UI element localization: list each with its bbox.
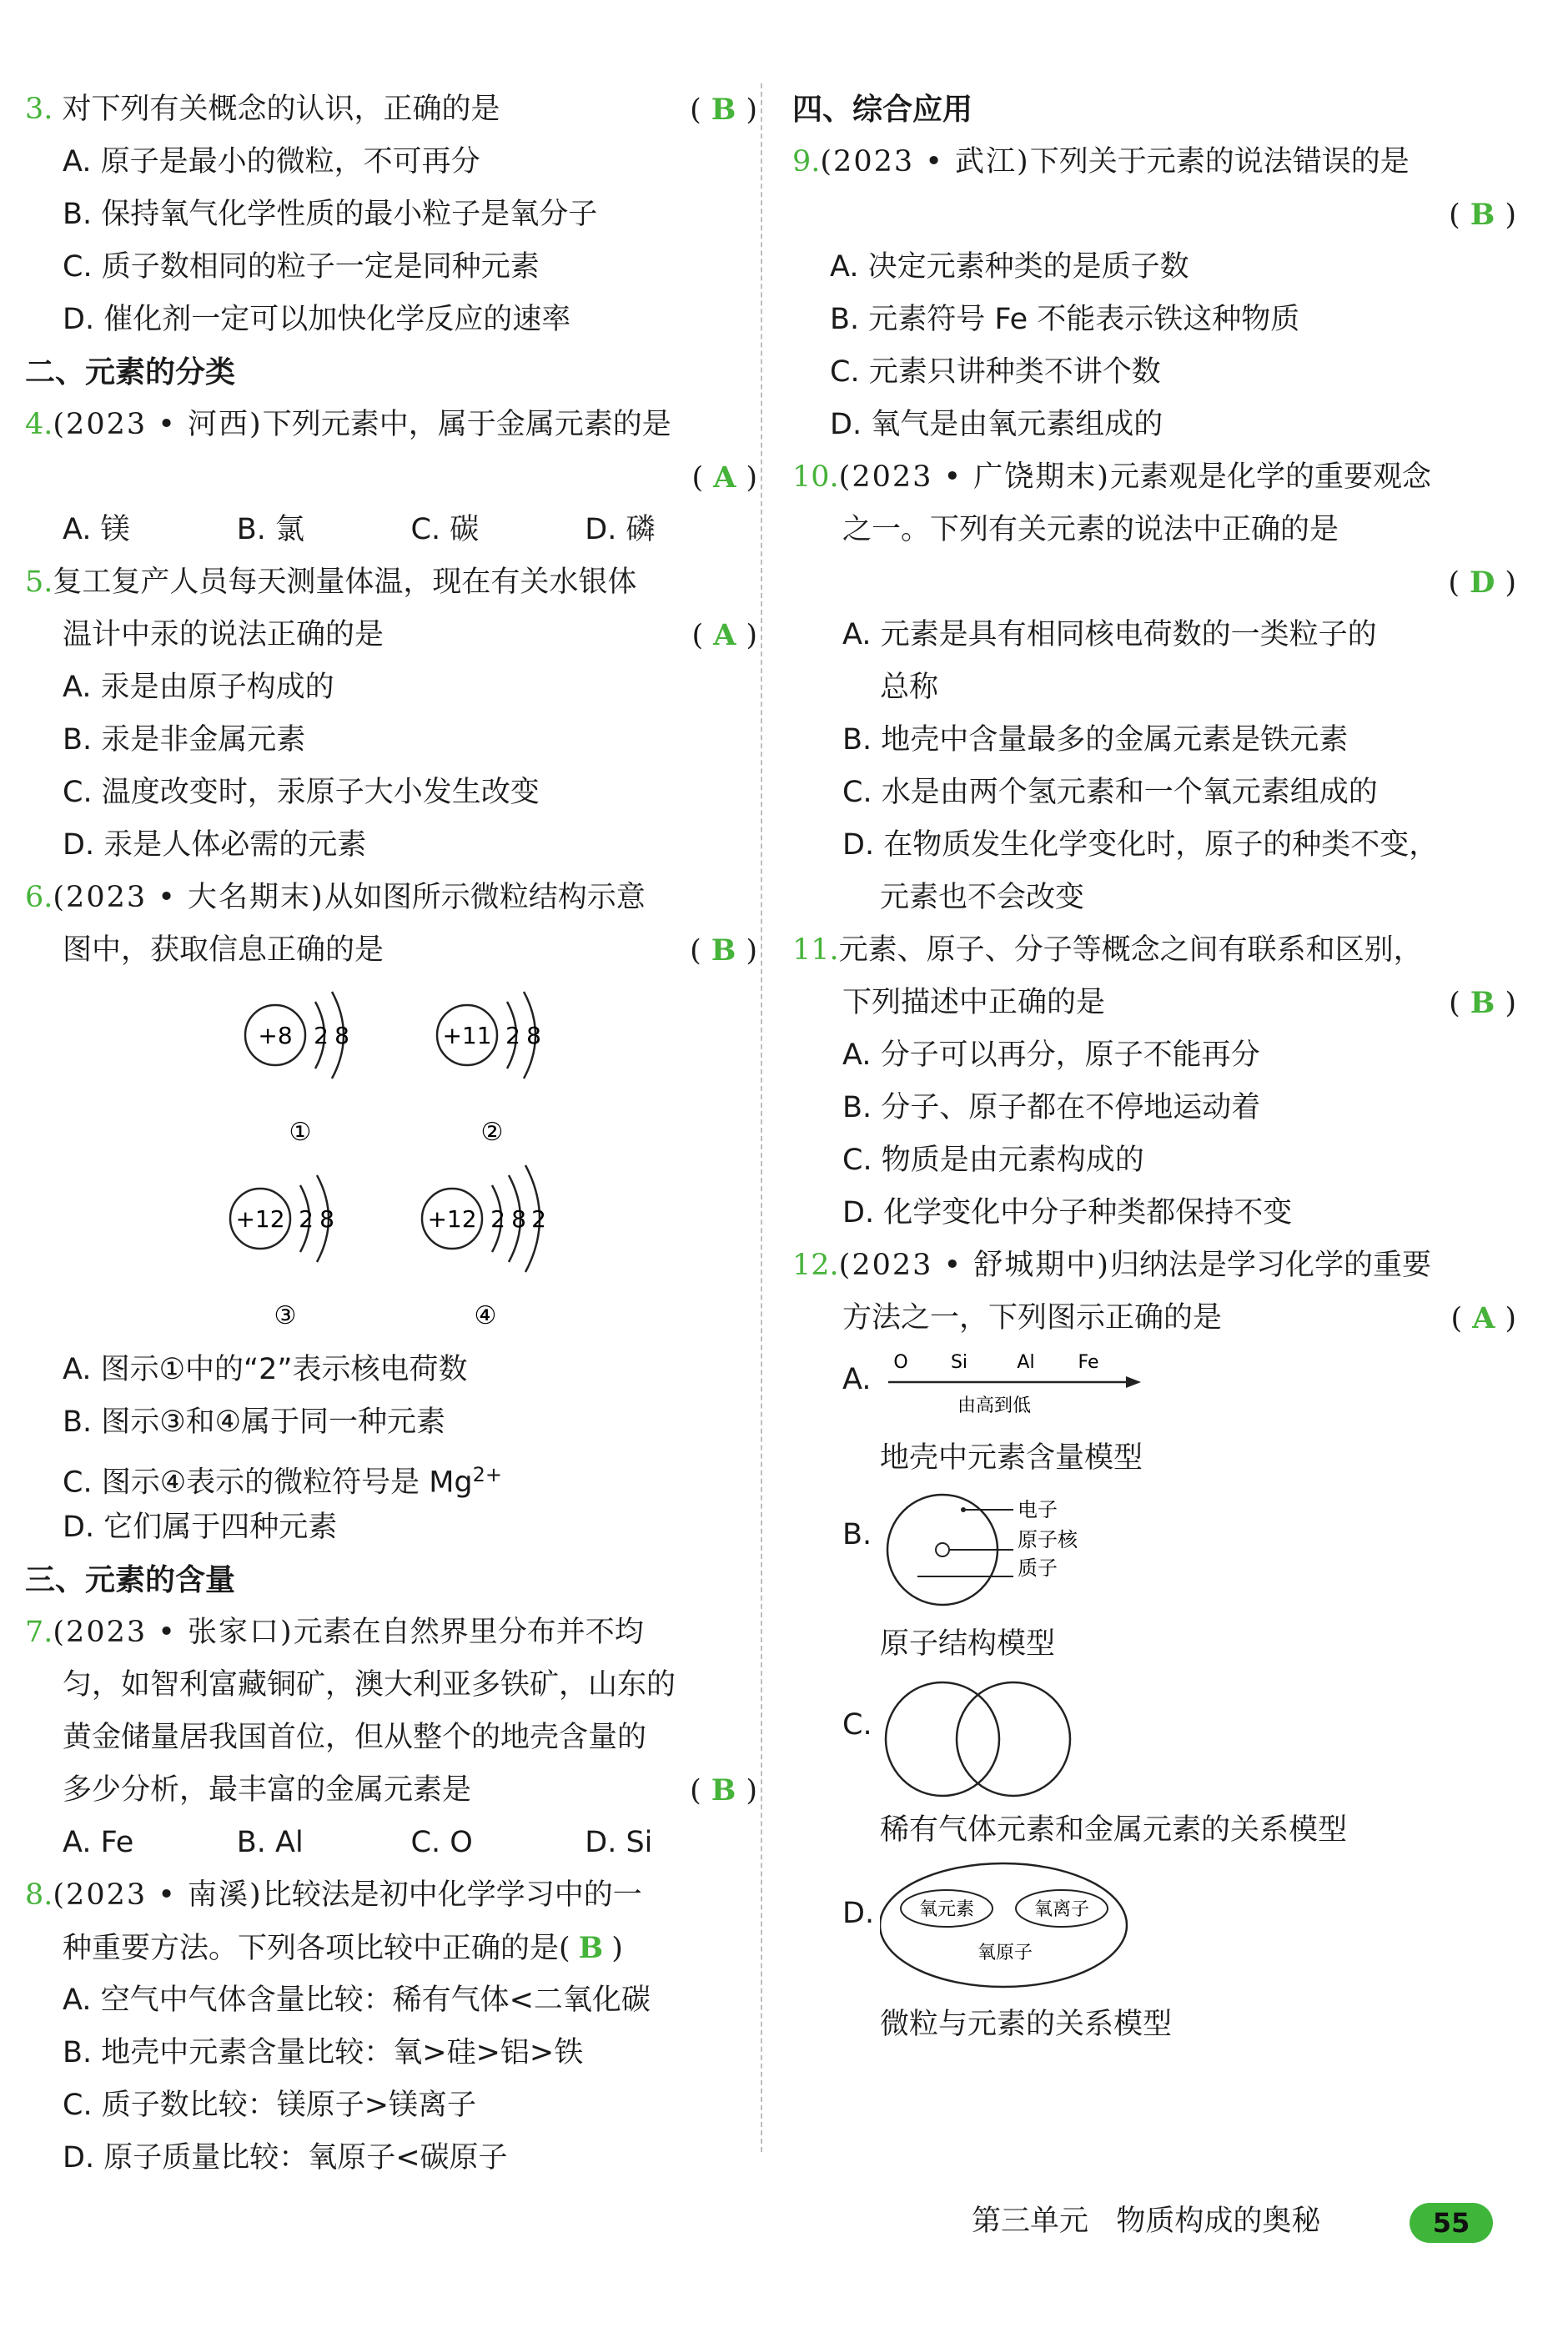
- answer-bracket: ( B ): [1449, 198, 1518, 232]
- option-b: B. 汞是非金属元素: [63, 723, 306, 757]
- answer-line: [792, 556, 1518, 609]
- option-d-cont: 元素也不会改变: [880, 881, 1085, 914]
- question-text: 下列关于元素的说法错误的是: [1029, 145, 1410, 178]
- label-oxygen-element: 氧元素: [918, 1899, 975, 1920]
- question-12-stem: [792, 1239, 1518, 1292]
- option-d: D. Si: [585, 1826, 653, 1859]
- label-nucleus: 原子核: [1018, 1528, 1078, 1551]
- option-c: C. 碳: [410, 513, 480, 546]
- page-footer: [972, 2196, 1505, 2246]
- arrow-head: [1126, 1376, 1141, 1388]
- venn-circle-left: [886, 1682, 999, 1796]
- label-electron: 电子: [1018, 1498, 1058, 1521]
- option-a: A. 空气中气体含量比较：稀有气体<二氧化碳: [63, 1984, 651, 2017]
- right-column: [792, 83, 1518, 2051]
- option-letter: A.: [842, 1363, 872, 1396]
- outer-ellipse: [880, 1863, 1127, 1987]
- option-c: C. 质子数相同的粒子一定是同种元素: [63, 250, 540, 284]
- nucleus-charge: +11: [442, 1022, 492, 1049]
- section-heading-3: 三、元素的含量: [25, 1563, 236, 1597]
- nucleus-charge: +12: [235, 1205, 285, 1233]
- question-11-stem-cont: [792, 977, 1518, 1029]
- left-column: [25, 83, 759, 2185]
- question-source: (2023 • 河西): [53, 408, 263, 441]
- q12-option-d-diagram: [792, 1857, 1518, 1999]
- option-letter: D.: [842, 1897, 875, 1930]
- figure-label: ①: [289, 1118, 312, 1147]
- question-text: 多少分析，最丰富的金属元素是: [63, 1773, 472, 1807]
- option-d: D. 汞是人体必需的元素: [63, 828, 367, 862]
- figure-label: ④: [474, 1301, 497, 1330]
- nucleus-charge: +12: [427, 1205, 477, 1233]
- question-number: 10.: [792, 460, 839, 494]
- nucleus-charge: +8: [258, 1022, 293, 1049]
- question-5-stem: [25, 556, 759, 609]
- element-abundance-arrow-svg: [884, 1345, 1234, 1428]
- answer-bracket: ( D ): [1448, 566, 1518, 600]
- question-8-stem: [25, 1869, 759, 1922]
- option-a: A. 决定元素种类的是质子数: [830, 250, 1189, 284]
- option-b-caption: 原子结构模型: [880, 1627, 1056, 1661]
- atom-model-svg: [880, 1485, 1147, 1618]
- question-text: 元素观是化学的重要观念: [1109, 460, 1431, 494]
- option-d: D. 磷: [585, 513, 656, 546]
- answer-bracket: ( B ): [690, 1773, 759, 1808]
- option-b: B. 氯: [236, 513, 305, 546]
- option-d: D. 在物质发生化学变化时，原子的种类不变，: [842, 828, 1439, 862]
- question-number: 3.: [25, 93, 53, 126]
- particle-element-svg: [880, 1857, 1147, 1999]
- arrow-label: 由高到低: [957, 1395, 1032, 1416]
- option-c-caption: 稀有气体元素和金属元素的关系模型: [880, 1813, 1348, 1847]
- answer-bracket: ( A ): [691, 460, 759, 495]
- option-c: C. 水是由两个氢元素和一个氧元素组成的: [842, 776, 1378, 809]
- atom-structure-svg: [25, 977, 759, 1344]
- question-11-stem: [792, 924, 1518, 977]
- option-a-caption: 地壳中元素含量模型: [880, 1441, 1143, 1475]
- option-c: C. 元素只讲种类不讲个数: [830, 355, 1161, 389]
- question-text: 图中，获取信息正确的是: [63, 933, 384, 967]
- element-label: Si: [950, 1352, 968, 1373]
- answer-letter: A: [713, 460, 738, 495]
- ion-charge: 2+: [472, 1463, 502, 1486]
- option-b: B. 元素符号 Fe 不能表示铁这种物质: [830, 303, 1300, 336]
- question-7-stem-cont: [25, 1764, 759, 1817]
- q12-option-a-diagram: [792, 1345, 1518, 1432]
- answer-bracket: ( B ): [690, 93, 759, 127]
- shell-electrons: 2: [531, 1205, 546, 1233]
- question-number: 6.: [25, 881, 53, 914]
- answer-line: [792, 189, 1518, 241]
- atom-figure-2: [437, 992, 541, 1147]
- answer-bracket: ( B ): [690, 933, 759, 968]
- element-label: Fe: [1078, 1352, 1099, 1373]
- shell-electrons: 2: [505, 1022, 520, 1049]
- question-text: 元素在自然界里分布并不均: [293, 1616, 644, 1649]
- question-9-stem: [792, 136, 1518, 189]
- options-row: [25, 1817, 759, 1869]
- question-number: 7.: [25, 1616, 53, 1649]
- answer-letter: B: [711, 1773, 738, 1808]
- option-d: D. 它们属于四种元素: [63, 1511, 338, 1544]
- element-label: Al: [1017, 1352, 1035, 1373]
- question-text: 下列元素中，属于金属元素的是: [262, 408, 671, 441]
- option-a: A. 原子是最小的微粒，不可再分: [63, 145, 480, 178]
- option-d: D. 原子质量比较：氧原子<碳原子: [63, 2141, 508, 2175]
- question-text: 方法之一，下列图示正确的是: [842, 1301, 1223, 1335]
- shell-electrons: 8: [511, 1205, 526, 1233]
- shell-electrons: 8: [319, 1205, 334, 1233]
- option-d-caption: 微粒与元素的关系模型: [880, 2008, 1173, 2041]
- option-letter: B.: [842, 1518, 872, 1551]
- answer-letter: B: [1470, 986, 1497, 1020]
- atom-figure-3: [230, 1175, 334, 1330]
- footer-text: [972, 2196, 1320, 2246]
- question-8-stem-cont: [25, 1922, 759, 1974]
- question-number: 8.: [25, 1878, 53, 1912]
- shell-electrons: 2: [299, 1205, 314, 1233]
- question-7-stem-cont: 黄金储量居我国首位，但从整个的地壳含量的: [63, 1721, 647, 1754]
- answer-line: [25, 451, 759, 504]
- question-10-stem-cont: 之一。下列有关元素的说法中正确的是: [842, 513, 1339, 546]
- question-number: 11.: [792, 933, 839, 967]
- answer-bracket: ( B ): [559, 1931, 623, 1965]
- figure-label: ②: [480, 1118, 504, 1147]
- option-letter: C.: [842, 1708, 872, 1742]
- shell-electrons: 8: [526, 1022, 541, 1049]
- answer-bracket: ( A ): [691, 618, 759, 652]
- option-c: [25, 1449, 759, 1501]
- question-text: 下列描述中正确的是: [842, 986, 1106, 1019]
- column-divider: [761, 83, 762, 2152]
- options-row: [25, 504, 759, 556]
- nucleus-dot: [936, 1543, 949, 1556]
- question-6-stem-cont: [25, 924, 759, 977]
- atom-figure-4: [422, 1165, 546, 1330]
- option-b: B. 保持氧气化学性质的最小粒子是氧分子: [63, 198, 598, 231]
- option-a-cont: 总称: [880, 671, 939, 704]
- footer-unit: 第三单元: [972, 2205, 1089, 2238]
- question-text: 对下列有关概念的认识，正确的是: [62, 93, 500, 126]
- answer-bracket: ( A ): [1450, 1301, 1518, 1335]
- answer-letter: D: [1469, 566, 1497, 600]
- question-text: 元素、原子、分子等概念之间有联系和区别，: [838, 933, 1423, 967]
- option-b: B. Al: [236, 1826, 304, 1859]
- option-a: A. 分子可以再分，原子不能再分: [842, 1038, 1260, 1072]
- option-b: B. 图示③和④属于同一种元素: [63, 1405, 446, 1439]
- question-text: 复工复产人员每天测量体温，现在有关水银体: [53, 566, 637, 599]
- question-source: (2023 • 武江): [820, 145, 1030, 178]
- element-label: O: [893, 1352, 908, 1373]
- question-text: 种重要方法。下列各项比较中正确的是: [63, 1932, 560, 1965]
- question-source: (2023 • 广饶期末): [838, 460, 1110, 494]
- question-4-stem: [25, 399, 759, 451]
- question-number: 9.: [792, 145, 821, 178]
- option-a: A. 图示①中的“2”表示核电荷数: [63, 1353, 468, 1386]
- option-c: C. 温度改变时，汞原子大小发生改变: [63, 776, 540, 809]
- atom-figure-1: [245, 992, 349, 1147]
- option-d: D. 化学变化中分子种类都保持不变: [842, 1196, 1293, 1229]
- question-7-stem-cont: 匀，如智利富藏铜矿，澳大利亚多铁矿，山东的: [63, 1668, 676, 1702]
- q12-option-c-diagram: [792, 1671, 1518, 1804]
- question-source: (2023 • 舒城期中): [838, 1249, 1110, 1282]
- label-oxygen-atom: 氧原子: [977, 1943, 1033, 1963]
- venn-circle-right: [957, 1682, 1070, 1796]
- question-7-stem: [25, 1606, 759, 1659]
- section-heading-2: 二、元素的分类: [25, 355, 236, 390]
- footer-title: 物质构成的奥秘: [1116, 2205, 1321, 2238]
- answer-bracket: ( B ): [1449, 986, 1518, 1020]
- venn-svg: [880, 1671, 1113, 1804]
- question-6-stem: [25, 872, 759, 924]
- question-text: 归纳法是学习化学的重要: [1109, 1249, 1431, 1282]
- q12-option-b-diagram: [792, 1485, 1518, 1618]
- answer-letter: B: [711, 93, 738, 127]
- shell-electrons: 2: [314, 1022, 329, 1049]
- option-d: D. 催化剂一定可以加快化学反应的速率: [63, 303, 571, 336]
- option-a: A. 汞是由原子构成的: [63, 671, 334, 704]
- question-source: (2023 • 南溪): [53, 1878, 263, 1912]
- answer-letter: A: [1472, 1301, 1497, 1335]
- question-number: 12.: [792, 1249, 839, 1282]
- option-c: C. 质子数比较：镁原子>镁离子: [63, 2089, 477, 2122]
- question-number: 5.: [25, 566, 53, 599]
- option-c: C. O: [410, 1826, 473, 1859]
- question-10-stem: [792, 451, 1518, 504]
- option-a: A. Fe: [63, 1826, 134, 1859]
- question-5-stem-cont: [25, 609, 759, 661]
- option-d: D. 氧气是由氧元素组成的: [830, 408, 1163, 441]
- option-a: A. 元素是具有相同核电荷数的一类粒子的: [842, 618, 1377, 651]
- option-c: C. 物质是由元素构成的: [842, 1144, 1144, 1177]
- answer-letter: B: [1470, 198, 1497, 232]
- option-b: B. 地壳中含量最多的金属元素是铁元素: [842, 723, 1349, 757]
- shell-electrons: 8: [334, 1022, 349, 1049]
- option-c-text: C. 图示④表示的微粒符号是 Mg: [63, 1466, 473, 1500]
- page-number-badge: 55: [1410, 2203, 1493, 2243]
- question-12-stem-cont: [792, 1292, 1518, 1345]
- answer-letter: A: [713, 618, 738, 652]
- figure-label: ③: [274, 1301, 297, 1330]
- question-3-stem: [25, 83, 759, 136]
- question-text: 温计中汞的说法正确的是: [63, 618, 384, 651]
- question-text: 比较法是初中化学学习中的一: [262, 1878, 642, 1912]
- question-source: (2023 • 大名期末): [53, 881, 324, 914]
- option-b: B. 分子、原子都在不停地运动着: [842, 1091, 1261, 1124]
- option-a: A. 镁: [63, 513, 130, 546]
- question-number: 4.: [25, 408, 53, 441]
- question-source: (2023 • 张家口): [53, 1616, 294, 1649]
- option-b: B. 地壳中元素含量比较：氧>硅>铝>铁: [63, 2036, 584, 2069]
- label-proton: 质子: [1018, 1556, 1058, 1580]
- section-heading-4: 四、综合应用: [792, 93, 973, 127]
- answer-letter: B: [711, 933, 738, 968]
- atom-structure-figures: [25, 977, 759, 1344]
- label-oxygen-ion: 氧离子: [1033, 1899, 1090, 1920]
- answer-letter: B: [578, 1931, 604, 1965]
- question-text: 从如图所示微粒结构示意: [324, 881, 646, 914]
- shell-electrons: 2: [490, 1205, 505, 1233]
